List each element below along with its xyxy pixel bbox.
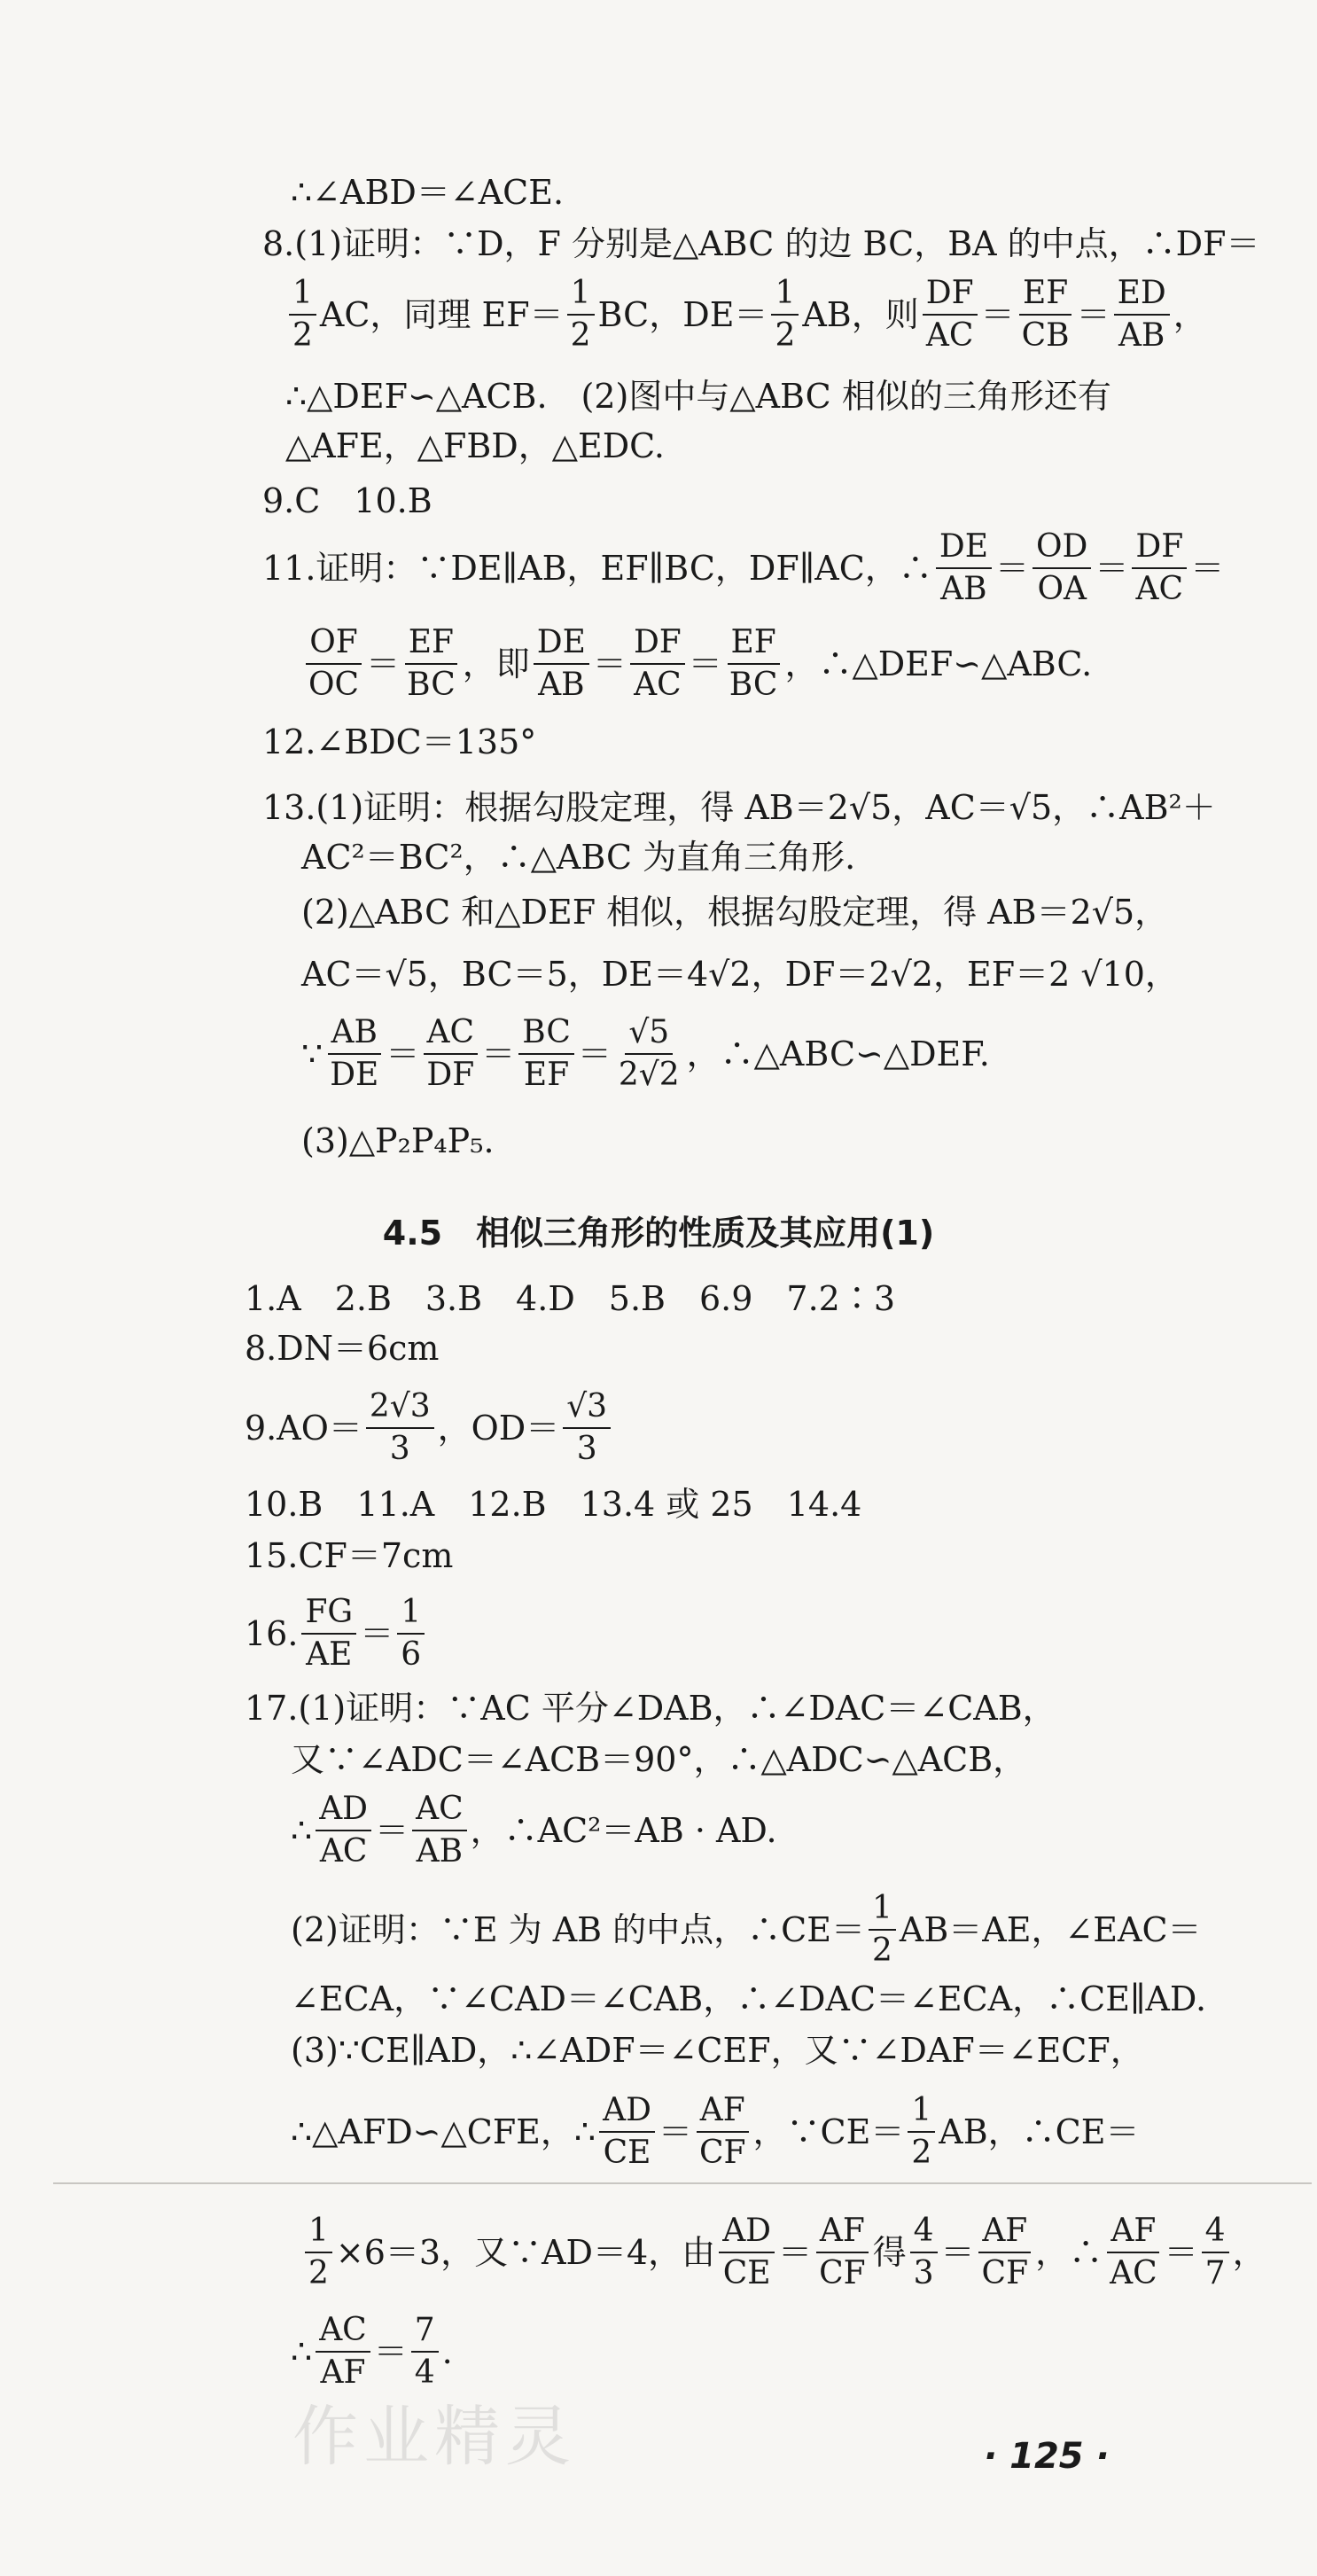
text: 9.AO＝ (245, 1408, 362, 1448)
fraction: $\frac{AF}{CF}$ (978, 2214, 1033, 2291)
q8-line-d (285, 426, 665, 465)
s1-line (245, 1279, 896, 1318)
q8-line-c (285, 377, 1111, 416)
fraction: $\frac{2√3}{3}$ (366, 1390, 434, 1466)
text: . (441, 2331, 453, 2371)
text: 15.CF＝7cm (245, 1536, 454, 1575)
s17-line-h: $\frac{1}{2}$ ×6＝3，又∵AD＝4，由 $\frac{AD}{CE}$ ＝ $\frac{AF}{CF}$ 得 $\frac{4}{3}$ ＝ $\frac{AF}{CF}$ ，∴ $\frac{AF}{AC}$ ＝ $\frac{4}{7}$ ， (301, 2214, 1266, 2291)
fraction: $\frac{4}{7}$ (1202, 2214, 1229, 2291)
text: ∴△DEF∽△ACB. (2)图中与△ABC 相似的三角形还有 (285, 377, 1111, 416)
text: 9.C 10.B (262, 481, 433, 520)
q11-line-a: 11.证明：∵DE∥AB，EF∥BC，DF∥AC，∴ $\frac{DE}{AB}$ ＝ $\frac{OD}{OA}$ ＝ $\frac{DF}{AC}$ ＝ (262, 528, 1225, 607)
fraction: $\frac{1}{2}$ (567, 277, 595, 353)
fraction: $\frac{1}{2}$ (908, 2094, 935, 2170)
fraction: $\frac{AF}{CF}$ (696, 2094, 750, 2170)
text: 12.∠BDC＝135° (262, 722, 537, 761)
text: 8.(1)证明：∵D，F 分别是△ABC 的边 BC，BA 的中点，∴DF＝ (262, 224, 1260, 263)
text: ，∴△DEF∽△ABC. (784, 644, 1093, 683)
fraction: $\frac{√3}{3}$ (563, 1390, 611, 1466)
page-number-value: 125 (1009, 2436, 1084, 2477)
fraction: $\frac{BC}{EF}$ (518, 1016, 574, 1092)
text: AB，则 (802, 294, 919, 334)
text: ∠ECA，∵∠CAD＝∠CAB，∴∠DAC＝∠ECA，∴CE∥AD. (291, 1979, 1207, 2018)
text: 10.B 11.A 12.B 13.4 或 25 14.4 (245, 1485, 862, 1524)
q9-10-line (262, 481, 433, 520)
page-number: · 125 · (984, 2436, 1110, 2477)
watermark-logo: 作业精灵 (292, 2399, 576, 2475)
s17-line-i: ∴ $\frac{AC}{AF}$ ＝ $\frac{7}{4}$ . (291, 2312, 453, 2391)
text: 得 (872, 2232, 907, 2272)
text: BC，DE＝ (597, 294, 768, 334)
fraction: $\frac{EF}{BC}$ (726, 626, 782, 702)
text: ，即 (462, 644, 530, 683)
fraction: $\frac{1}{6}$ (397, 1596, 425, 1672)
q13-line-b (301, 838, 856, 877)
text: (2)△ABC 和△DEF 相似，根据勾股定理，得 AB＝2√5， (301, 893, 1169, 932)
fraction: $\frac{1}{2}$ (289, 277, 316, 353)
fraction: $\frac{DF}{AC}$ (630, 626, 685, 702)
s8-line (245, 1329, 440, 1368)
fraction: $\frac{AC}{DF}$ (423, 1016, 478, 1092)
s10-line (245, 1485, 862, 1524)
s17-line-d (291, 1892, 1202, 1968)
fraction: $\frac{7}{4}$ (411, 2314, 439, 2390)
fraction: $\frac{AC}{AB}$ (412, 1792, 467, 1869)
text: ，OD＝ (437, 1408, 560, 1448)
text: AB＝AE，∠EAC＝ (899, 1909, 1202, 1949)
q13-line-a (262, 788, 1216, 827)
fraction: $\frac{OF}{OC}$ (305, 626, 362, 702)
text: △AFE，△FBD，△EDC. (285, 426, 665, 465)
text: ，∴ (1035, 2232, 1103, 2272)
fraction: $\frac{DF}{AC}$ (923, 277, 978, 353)
q12-line (262, 722, 537, 761)
text: 13.(1)证明：根据勾股定理，得 AB＝2√5，AC＝√5，∴AB²＋ (262, 788, 1216, 827)
text: (3)△P₂P₄P₅. (301, 1121, 495, 1160)
text: AB，∴CE＝ (939, 2112, 1140, 2151)
q13-line-d (301, 955, 1179, 994)
s17-line-b (291, 1740, 1027, 1779)
q8-line-a (262, 224, 1260, 263)
fraction: $\frac{EF}{CB}$ (1018, 277, 1073, 353)
text: ×6＝3，又∵AD＝4，由 (335, 2232, 716, 2272)
answer-line (291, 173, 565, 212)
fraction: $\frac{ED}{AB}$ (1114, 277, 1170, 353)
fraction: $\frac{AB}{DE}$ (326, 1016, 382, 1092)
s15-line (245, 1536, 454, 1575)
fraction: $\frac{AC}{AF}$ (316, 2314, 370, 2390)
text: 11.证明：∵DE∥AB，EF∥BC，DF∥AC，∴ (262, 548, 932, 588)
fraction: $\frac{1}{2}$ (869, 1892, 896, 1968)
s17-line-a (245, 1689, 1056, 1728)
text: 8.DN＝6cm (245, 1329, 440, 1368)
q13-line-c (301, 893, 1169, 932)
text: ，∴△ABC∽△DEF. (686, 1034, 990, 1073)
fraction: $\frac{4}{3}$ (910, 2214, 938, 2291)
text: ， (1232, 2232, 1266, 2272)
text: 又∵∠ADC＝∠ACB＝90°，∴△ADC∽△ACB， (291, 1740, 1027, 1779)
text: (2)证明：∵E 为 AB 的中点，∴CE＝ (291, 1909, 865, 1949)
q13-line-e: ∵ $\frac{AB}{DE}$ ＝ $\frac{AC}{DF}$ ＝ $\frac{BC}{EF}$ ＝ $\frac{√5}{2√2}$ ，∴△ABC∽△DEF. (301, 1014, 990, 1093)
fraction: $\frac{1}{2}$ (771, 277, 799, 353)
fraction: $\frac{DE}{AB}$ (936, 530, 992, 606)
text: (3)∵CE∥AD，∴∠ADF＝∠CEF，又∵∠DAF＝∠ECF， (291, 2031, 1144, 2070)
fraction: $\frac{DF}{AC}$ (1132, 530, 1187, 606)
text: 17.(1)证明：∵AC 平分∠DAB，∴∠DAC＝∠CAB， (245, 1689, 1056, 1728)
s17-line-f (291, 2031, 1144, 2070)
fraction: $\frac{1}{2}$ (305, 2214, 332, 2291)
q13-line-f (301, 1121, 495, 1160)
fraction: $\frac{√5}{2√2}$ (618, 1014, 680, 1093)
fraction: $\frac{AF}{AC}$ (1106, 2214, 1161, 2291)
s17-line-e (291, 1979, 1207, 2018)
fraction: $\frac{OD}{OA}$ (1033, 530, 1091, 606)
text: ，∴AC²＝AB · AD. (470, 1810, 777, 1850)
s17-line-g: ∴△AFD∽△CFE，∴ $\frac{AD}{CE}$ ＝ $\frac{AF}{CF}$ ，∵CE＝ $\frac{1}{2}$ AB，∴CE＝ (291, 2092, 1140, 2171)
s16-line: 16. $\frac{FG}{AE}$ ＝ $\frac{1}{6}$ (245, 1596, 428, 1672)
q11-line-b: $\frac{OF}{OC}$ ＝ $\frac{EF}{BC}$ ，即 $\frac{DE}{AB}$ ＝ $\frac{DF}{AC}$ ＝ $\frac{EF}{BC}$ ，∴△DEF∽△ABC. (301, 626, 1092, 702)
fraction: $\frac{FG}{AE}$ (301, 1596, 356, 1672)
fraction: $\frac{AF}{CF}$ (815, 2214, 869, 2291)
text: AC²＝BC²，∴△ABC 为直角三角形. (301, 838, 856, 877)
text: AC＝√5，BC＝5，DE＝4√2，DF＝2√2，EF＝2 √10， (301, 955, 1179, 994)
text: ∴∠ABD＝∠ACE. (291, 173, 565, 212)
s17-line-c: ∴ $\frac{AD}{AC}$ ＝ $\frac{AC}{AB}$ ，∴AC²＝AB · AD. (291, 1791, 777, 1870)
fraction: $\frac{DE}{AB}$ (534, 626, 589, 702)
fraction: $\frac{EF}{BC}$ (403, 626, 459, 702)
text: 1.A 2.B 3.B 4.D 5.B 6.9 7.2∶3 (245, 1279, 896, 1318)
section-heading: 4.5 相似三角形的性质及其应用(1) (382, 1214, 935, 1253)
divider (53, 2182, 1312, 2184)
q8-line-b: $\frac{1}{2}$ AC，同理 EF＝ $\frac{1}{2}$ BC，DE＝ $\frac{1}{2}$ AB，则 $\frac{DF}{AC}$ ＝ $\frac{EF}{CB}$ ＝ $\frac{ED}{AB}$ ， (285, 277, 1207, 353)
text: ∴△AFD∽△CFE，∴ (291, 2112, 596, 2151)
s9-line (245, 1390, 614, 1466)
text: 16. (245, 1613, 299, 1653)
text: AC，同理 EF＝ (319, 294, 564, 334)
text: ，∵CE＝ (752, 2112, 905, 2151)
fraction: $\frac{AD}{AC}$ (316, 1792, 371, 1869)
fraction: $\frac{AD}{CE}$ (599, 2094, 655, 2170)
fraction: $\frac{AD}{CE}$ (719, 2214, 775, 2291)
